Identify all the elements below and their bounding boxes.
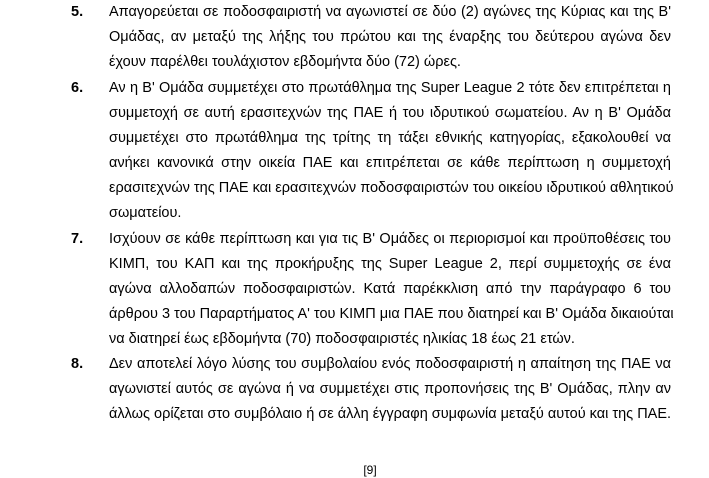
item-text-line: αγωνιστεί αυτός σε αγώνα ή να συμμετέχει στις προπονήσεις της Β' Ομάδας, πλην αν: [109, 381, 671, 397]
item-text-line: αγώνα αλλοδαπών ποδοσφαιριστών. Κατά παρέκκλιση από την παράγραφο 6 του: [109, 281, 671, 297]
item-text-line: ερασιτεχνών της ΠΑΕ και ερασιτεχνών ποδοσφαιριστών του οικείου ιδρυτικού αθλητικού: [109, 180, 674, 196]
item-text-line: έχουν παρέλθει τουλάχιστον εβδομήντα δύο (72) ώρες.: [109, 54, 461, 70]
item-text-line: Ομάδας, αν μεταξύ της λήξης του πρώτου και της έναρξης του δεύτερου αγώνα δεν: [109, 29, 671, 45]
item-text-line: σωματείου.: [109, 205, 182, 221]
item-text-line: άλλως ορίζεται στο συμβόλαιο ή σε άλλη έγγραφη συμφωνία μεταξύ αυτού και της ΠΑΕ.: [109, 406, 672, 422]
item-text-line: ΚΙΜΠ, του ΚΑΠ και της προκήρυξης της Super League 2, περί συμμετοχής σε ένα: [109, 256, 671, 272]
item-number: 5.: [71, 4, 84, 20]
item-text-line: συμμετέχει στο πρωτάθλημα της τρίτης τη τάξει εθνικής κατηγορίας, εξακολουθεί να: [109, 130, 671, 146]
item-text-line: Απαγορεύεται σε ποδοσφαιριστή να αγωνιστεί σε δύο (2) αγώνες της Κύριας και της Β': [109, 4, 671, 20]
item-number: 6.: [71, 80, 84, 96]
item-text-line: ανήκει κανονικά στην οικεία ΠΑΕ και επιτρέπεται σε κάθε περίπτωση η συμμετοχή: [109, 155, 671, 171]
item-text-line: Ισχύουν σε κάθε περίπτωση και για τις Β' Ομάδες οι περιορισμοί και προϋποθέσεις του: [109, 231, 671, 247]
item-number: 7.: [71, 231, 84, 247]
page-number: [9]: [363, 463, 377, 477]
item-text-line: συμμετοχή σε αυτή ερασιτεχνών της ΠΑΕ ή του ιδρυτικού σωματείου. Αν η Β' Ομάδα: [109, 105, 671, 121]
item-text-line: να διατηρεί έως εβδομήντα (70) ποδοσφαιριστές ηλικίας 18 έως 21 ετών.: [109, 331, 575, 347]
item-text-line: Αν η Β' Ομάδα συμμετέχει στο πρωτάθλημα της Super League 2 τότε δεν επιτρέπεται η: [109, 80, 671, 96]
item-text-line: Δεν αποτελεί λόγο λύσης του συμβολαίου ενός ποδοσφαιριστή η απαίτηση της ΠΑΕ να: [109, 356, 671, 372]
item-number: 8.: [71, 356, 84, 372]
item-text-line: άρθρου 3 του Παραρτήματος Α' του ΚΙΜΠ μια ΠΑΕ που διατηρεί και Β' Ομάδα δικαιούται: [109, 306, 674, 322]
